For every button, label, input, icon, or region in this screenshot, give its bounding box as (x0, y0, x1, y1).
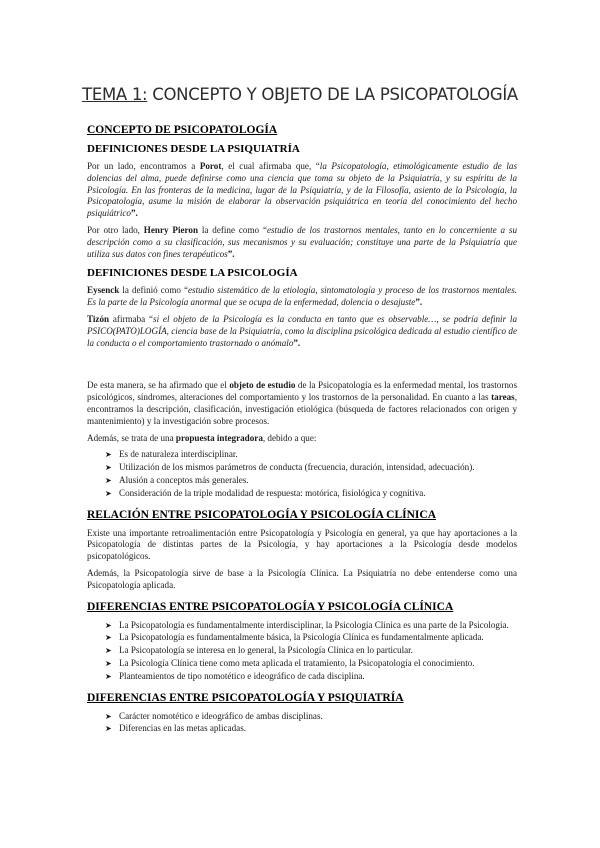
propuesta-pre: Además, se trata de una (87, 432, 176, 443)
paragraph-pieron (87, 225, 517, 260)
title-rest: CONCEPTO Y OBJETO DE LA PSICOPATOLOGÍA (147, 85, 518, 105)
pieron-name: Henry Pieron (143, 224, 199, 235)
pieron-mid: la define como “ (198, 224, 267, 235)
porot-pre: Por un lado, encontramos a (87, 161, 200, 171)
paragraph-eysenck (87, 285, 517, 309)
title-lead: TEMA 1: (82, 85, 148, 105)
arrow-bullet-icon: ➤ (105, 658, 112, 668)
objeto-post: de la Psicopatología es la enfermedad mental, los trastornos psicológicos, síndromes, alteraciones del comportamiento y los trastornos de la personalidad. En cuanto a las (87, 380, 518, 403)
tizon-end: ”. (293, 337, 301, 348)
list-item (105, 475, 517, 487)
porot-quote: la Psicopatología, etimológicamente estudio de las dolencias del alma, puede definirse como una ciencia que toma su objeto de la Psiquiatría, y su espíritu de la Psicología. En las fronteras de la medicina, lugar de la Psiquiatría, y de la Filosofía, asiento de la Psicología, la Psicopatología, asume la misión de elaborar la observación psiquiátrica en teoría del conocimiento del hecho psiquiátrico (87, 161, 517, 219)
arrow-bullet-icon: ➤ (105, 633, 112, 643)
diferencias-clinica-list (87, 620, 517, 683)
eysenck-end: ”. (415, 297, 423, 308)
list-item-text: Carácter nomotético e ideográfico de ambas disciplinas. (119, 710, 323, 721)
propuesta-list (87, 449, 517, 499)
heading-concepto: CONCEPTO DE PSICOPATOLOGÍA (87, 124, 278, 136)
heading-diferencias-clinica: DIFERENCIAS ENTRE PSICOPATOLOGÍA Y PSICOLOGÍA CLÍNICA (87, 600, 454, 613)
document-body (87, 124, 517, 740)
tizon-quote: si el objeto de la Psicología es la conducta en tanto que es observable…, se podría definir la PSICO(PATO)LOGÍA, ciencia base de la Psiquiatría, como la disciplina psicológica dedicada al estudio científico de la conducta o el comportamiento trastornado o anómalo (87, 313, 517, 348)
tizon-name: Tizón (87, 313, 110, 324)
arrow-bullet-icon: ➤ (105, 711, 112, 721)
spacer (87, 354, 517, 380)
list-item (105, 462, 517, 474)
list-item (105, 658, 517, 670)
arrow-bullet-icon: ➤ (105, 463, 112, 473)
eysenck-name: Eysenck (87, 285, 120, 296)
eysenck-quote: estudio sistemático de la etiología, sintomatología y proceso de los trastornos mentales. Es la parte de la Psicología anormal que se ocupa de la enfermedad, dolencia o desajuste (87, 285, 518, 308)
list-item-text: La Psicopatología es fundamentalmente interdisciplinar, la Psicología Clínica es una parte de la Psicología. (119, 619, 509, 630)
list-item (105, 632, 517, 644)
pieron-end: ”. (227, 248, 235, 259)
arrow-bullet-icon: ➤ (105, 475, 112, 485)
list-item-text: Planteamientos de tipo nomotético e ideográfico de cada disciplina. (119, 670, 365, 681)
heading-diferencias-psiquiatria: DIFERENCIAS ENTRE PSICOPATOLOGÍA Y PSIQUIATRÍA (87, 691, 404, 704)
list-item (105, 488, 517, 500)
list-item-text: Consideración de la triple modalidad de respuesta: motórica, fisiológica y cognitiva. (119, 487, 426, 498)
arrow-bullet-icon: ➤ (105, 450, 112, 460)
arrow-bullet-icon: ➤ (105, 620, 112, 630)
porot-end: ”. (130, 208, 138, 219)
list-item-text: Diferencias en las metas aplicadas. (119, 723, 247, 734)
paragraph-tizon (87, 314, 517, 349)
objeto-post2: , encontramos la descripción, clasificación, investigación etiológica (búsqueda de factores relacionados con origen y mantenimiento) y la investigación sobre procesos. (87, 392, 517, 426)
list-item-text: La Psicología Clínica tiene como meta aplicada el tratamiento, la Psicopatología el conocimiento. (119, 657, 475, 668)
list-item (105, 723, 517, 735)
propuesta-post: , debido a que: (262, 432, 317, 443)
list-item-text: La Psicopatología es fundamentalmente básica, la Psicología Clínica es fundamentalmente aplicada. (119, 632, 484, 643)
pieron-pre: Por otro lado, (87, 224, 144, 235)
list-item-text: La Psicopatología se interesa en lo general, la Psicología Clínica en lo particular. (119, 645, 413, 656)
arrow-bullet-icon: ➤ (105, 724, 112, 734)
list-item (105, 645, 517, 657)
objeto-pre: De esta manera, se ha afirmado que el (87, 380, 230, 391)
arrow-bullet-icon: ➤ (105, 671, 112, 681)
paragraph-propuesta (87, 433, 517, 445)
list-item (105, 449, 517, 461)
pieron-quote: estudio de los trastornos mentales, tanto en lo concerniente a su descripción como a su clasificación, sus mecanismos y su evaluación; constituye una parte de la Psiquiatría que utiliza sus datos con fines terapéuticos (87, 224, 517, 259)
objeto-bold2: tareas (491, 392, 515, 403)
list-item (105, 671, 517, 683)
eysenck-mid: la definió como “ (119, 285, 189, 296)
heading-relacion: RELACIÓN ENTRE PSICOPATOLOGÍA Y PSICOLOGÍA CLÍNICA (87, 508, 437, 521)
list-item (105, 620, 517, 632)
paragraph-objeto (87, 380, 517, 427)
list-item-text: Alusión a conceptos más generales. (119, 474, 249, 485)
heading-definiciones-psicologia: DEFINICIONES DESDE LA PSICOLOGÍA (87, 267, 298, 280)
porot-mid: , el cual afirmaba que, “ (221, 161, 320, 171)
paragraph-relacion-2: Además, la Psicopatología sirve de base a la Psicología Clínica. La Psiquiatría no debe entenderse como una Psicopatología aplicada. (87, 567, 517, 590)
heading-definiciones-psiquiatria: DEFINICIONES DESDE LA PSIQUIATRÍA (87, 143, 300, 155)
diferencias-psiquiatria-list (87, 711, 517, 736)
arrow-bullet-icon: ➤ (105, 646, 112, 656)
paragraph-porot (87, 161, 517, 220)
propuesta-bold: propuesta integradora (175, 432, 263, 443)
list-item-text: Es de naturaleza interdisciplinar. (119, 449, 238, 460)
paragraph-relacion-1: Existe una importante retroalimentación entre Psicopatología y Psicología en general, ya que hay aportaciones a la Psicopatología de distintas partes de la Psicología, y hay aportaciones a la Psicología desde modelos psicopatológicos. (87, 527, 517, 562)
objeto-bold: objeto de estudio (229, 380, 296, 391)
page-title (0, 85, 600, 104)
list-item (105, 711, 517, 723)
tizon-mid: afirmaba “ (109, 313, 154, 324)
list-item-text: Utilización de los mismos parámetros de conducta (frecuencia, duración, intensidad, adecuación). (119, 462, 475, 473)
arrow-bullet-icon: ➤ (105, 488, 112, 498)
porot-name: Porot (199, 161, 222, 171)
